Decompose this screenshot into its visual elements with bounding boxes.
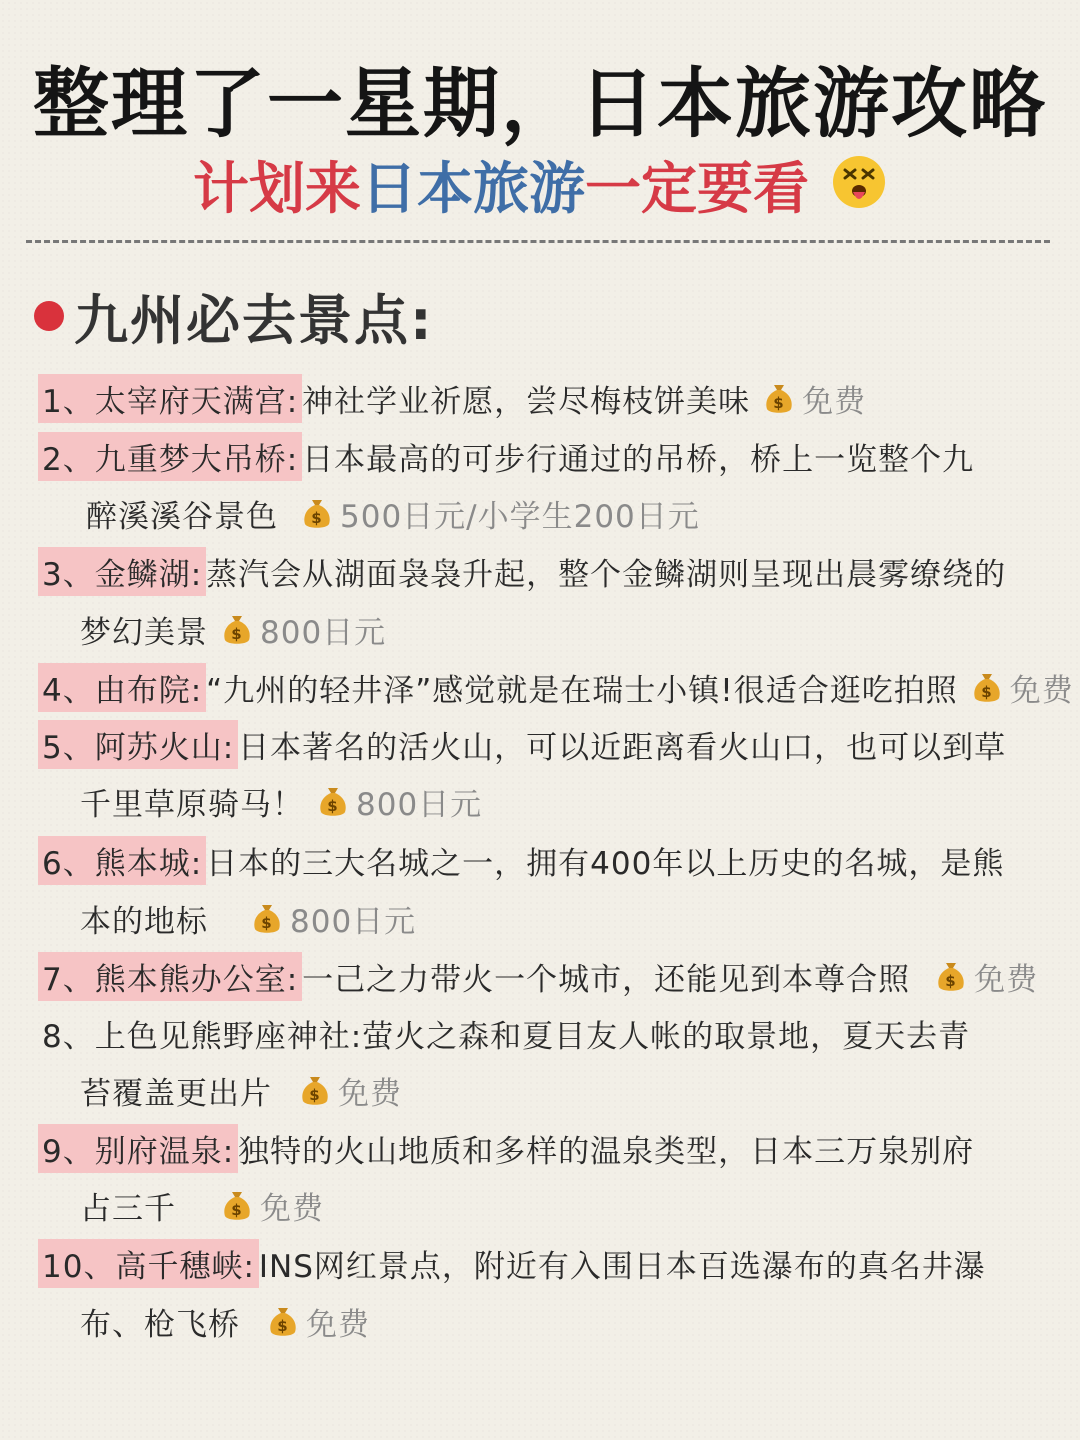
money-bag-icon (764, 381, 794, 415)
dizzy-face-tongue-icon (831, 154, 887, 224)
spot-description: INS网红景点，附近有入围日本百选瀑布的真名井瀑 (258, 1248, 986, 1285)
subtitle-part-2: 日本旅游 (361, 157, 585, 223)
spot-description-cont: 占三千 (80, 1190, 176, 1227)
spot-name: 8、上色见熊野座神社: (42, 1018, 363, 1055)
spot-price (222, 1183, 324, 1228)
list-item (38, 953, 1038, 999)
list-item-continuation (80, 1298, 370, 1344)
spot-description: 日本最高的可步行通过的吊桥，桥上一览整个九 (302, 441, 975, 478)
page-subtitle (0, 158, 1080, 228)
spot-description: 萤火之森和夏目友人帐的取景地，夏天去青 (362, 1018, 971, 1055)
money-bag-icon (268, 1304, 298, 1338)
spot-price (300, 1068, 402, 1113)
spot-description-cont: 醉溪溪谷景色 (86, 498, 278, 535)
spot-price (302, 491, 700, 536)
list-item (38, 837, 1004, 883)
spot-price (318, 779, 482, 824)
spot-description: 一己之力带火一个城市，还能见到本尊合照 (302, 961, 911, 998)
spot-price-text: 免费 (974, 961, 1039, 998)
list-item-continuation (80, 1067, 402, 1113)
spot-price-text: 500日元/小学生200日元 (340, 498, 700, 535)
spot-price (268, 1299, 370, 1344)
red-bullet-icon (34, 301, 64, 331)
spot-name: 6、熊本城: (38, 836, 206, 885)
dashed-divider (26, 240, 1050, 243)
list-item (38, 664, 1074, 710)
list-item (42, 1010, 970, 1056)
spot-description-cont: 梦幻美景 (80, 614, 208, 651)
section-heading (34, 280, 434, 352)
svg-text:$: $ (231, 1201, 243, 1219)
spot-price (764, 376, 866, 421)
list-item (38, 1125, 974, 1171)
spot-price-text: 免费 (338, 1075, 402, 1112)
spot-name: 10、高千穗峡: (38, 1239, 259, 1288)
money-bag-icon (222, 612, 252, 646)
spot-description-cont: 本的地标 (80, 903, 208, 940)
list-item-continuation (80, 895, 416, 941)
money-bag-icon (936, 959, 966, 993)
money-bag-icon (972, 670, 1002, 704)
money-bag-icon (300, 1073, 330, 1107)
list-item (38, 548, 1006, 594)
spot-description: “九州的轻井泽”感觉就是在瑞士小镇!很适合逛吃拍照 (206, 672, 958, 709)
spot-name: 9、别府温泉: (38, 1124, 238, 1173)
spot-description-cont: 苔覆盖更出片 (80, 1075, 272, 1112)
spot-name: 1、太宰府天满宫: (38, 374, 302, 423)
spot-price-text: 免费 (802, 383, 867, 420)
svg-text:$: $ (981, 683, 993, 701)
spot-name: 2、九重梦大吊桥: (38, 432, 302, 481)
spot-name: 7、熊本熊办公室: (38, 952, 302, 1001)
spot-price (936, 954, 1038, 999)
spot-description: 日本著名的活火山，可以近距离看火山口，也可以到草 (238, 729, 1007, 766)
money-bag-icon (318, 784, 348, 818)
money-bag-icon (222, 1188, 252, 1222)
svg-text:$: $ (231, 625, 243, 643)
spot-name: 3、金鳞湖: (38, 547, 206, 596)
spot-price-text: 免费 (1009, 672, 1074, 709)
list-item-continuation (80, 1182, 324, 1228)
list-item-continuation (80, 606, 386, 652)
list-item-continuation (80, 778, 482, 824)
spot-description: 蒸汽会从湖面袅袅升起，整个金鳞湖则呈现出晨雾缭绕的 (206, 556, 1007, 593)
svg-text:$: $ (309, 1086, 321, 1104)
svg-text:$: $ (261, 914, 273, 932)
spot-description-cont: 布、枪飞桥 (80, 1306, 240, 1343)
list-item (38, 721, 1006, 767)
spot-name: 5、阿苏火山: (38, 720, 238, 769)
list-item (38, 433, 974, 479)
spot-price-text: 免费 (306, 1306, 370, 1343)
svg-text:$: $ (945, 972, 957, 990)
list-item (38, 375, 866, 421)
svg-text:$: $ (327, 797, 339, 815)
svg-text:$: $ (773, 394, 785, 412)
list-item (38, 1240, 986, 1286)
svg-text:$: $ (311, 509, 323, 527)
money-bag-icon (302, 496, 332, 530)
spot-description: 神社学业祈愿，尝尽梅枝饼美味 (302, 383, 751, 420)
spot-price (222, 607, 386, 652)
spot-price-text: 800日元 (356, 786, 483, 823)
svg-text:$: $ (277, 1317, 289, 1335)
spot-description: 日本的三大名城之一，拥有400年以上历史的名城，是熊 (206, 845, 1005, 882)
spot-price (252, 896, 416, 941)
subtitle-part-1: 计划来 (193, 157, 361, 223)
section-title: 九州必去景点: (74, 288, 434, 352)
spot-description-cont: 千里草原骑马！ (80, 786, 304, 823)
spot-price-text: 800日元 (260, 614, 387, 651)
money-bag-icon (252, 901, 282, 935)
page-title: 整理了一星期，日本旅游攻略 (33, 59, 1047, 148)
spot-price-text: 800日元 (290, 903, 417, 940)
subtitle-part-3: 一定要看 (585, 157, 809, 223)
list-item-continuation (86, 490, 700, 536)
spot-price-text: 免费 (260, 1190, 324, 1227)
spot-name: 4、由布院: (38, 663, 206, 712)
spot-description: 独特的火山地质和多样的温泉类型，日本三万泉别府 (238, 1133, 975, 1170)
spot-price (972, 665, 1074, 710)
